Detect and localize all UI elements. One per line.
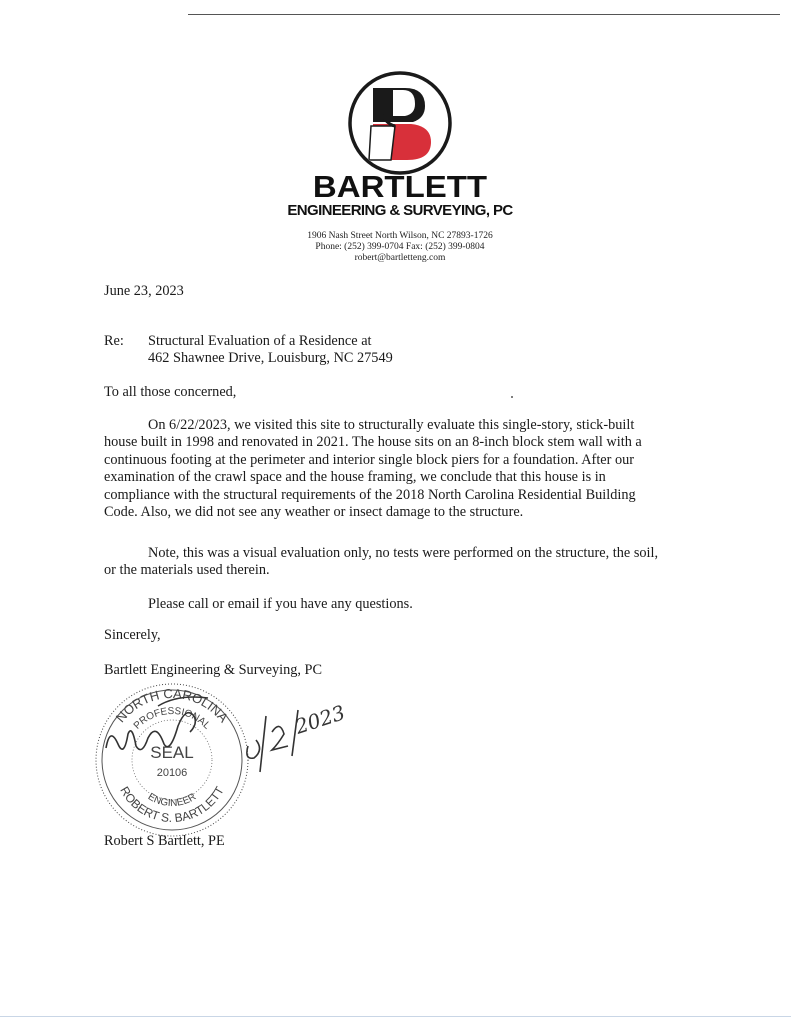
company-name: BARTLETT	[312, 169, 488, 204]
re-subject	[148, 333, 393, 368]
paragraph-line: continuous footing at the perimeter and interior single block piers for a foundation. After our	[104, 451, 635, 468]
company-logo	[345, 68, 455, 178]
header-rule	[188, 14, 780, 15]
svg-text:2023: 2023	[292, 700, 348, 739]
company-subtitle: ENGINEERING & SURVEYING, PC	[287, 202, 513, 219]
closing: Sincerely,	[104, 627, 161, 643]
contact-block	[240, 231, 560, 264]
re-line-1: Structural Evaluation of a Residence at	[148, 333, 372, 349]
seal-ring-top-text: PROFESSIONAL	[131, 705, 213, 732]
paragraph-line: Code. Also, we did not see any weather or insect damage to the structure.	[104, 504, 524, 521]
paragraph-line: house built in 1998 and renovated in 2021. The house sits on an 8-inch block stem wall with a	[104, 434, 642, 451]
scan-speck	[511, 396, 513, 398]
paragraph-1	[104, 417, 704, 521]
company-email: robert@bartletteng.com	[354, 253, 446, 263]
seal-state-text: NORTH CAROLINA	[112, 685, 232, 726]
paragraph-line: or the materials used therein.	[104, 562, 270, 579]
seal-engineer-name: ROBERT S. BARTLETT	[117, 784, 227, 826]
letter-date: June 23, 2023	[104, 283, 184, 299]
handwritten-signature	[98, 686, 348, 776]
paragraph-line: Note, this was a visual evaluation only, no tests were performed on the structure, the soil,	[148, 545, 659, 561]
paragraph-2	[104, 545, 704, 580]
company-signoff: Bartlett Engineering & Surveying, PC	[104, 662, 322, 678]
signer-name: Robert S Bartlett, PE	[104, 833, 225, 849]
paragraph-line: examination of the crawl space and the house framing, we conclude that this house is in	[104, 469, 606, 486]
salutation: To all those concerned,	[104, 384, 237, 400]
company-phone-fax: Phone: (252) 399-0704 Fax: (252) 399-0804	[315, 242, 485, 252]
paragraph-line: compliance with the structural requirements of the 2018 North Carolina Residential Building	[104, 486, 636, 503]
paragraph-3: Please call or email if you have any questions.	[148, 596, 413, 612]
re-label: Re:	[104, 333, 124, 349]
paragraph-line: On 6/22/2023, we visited this site to structurally evaluate this single-story, stick-built	[148, 417, 635, 433]
company-address: 1906 Nash Street North Wilson, NC 27893-1726	[307, 231, 493, 241]
seal-ring-bottom-text: ENGINEER	[145, 791, 199, 810]
seal-number: 20106	[156, 767, 188, 779]
re-line-2: 462 Shawnee Drive, Louisburg, NC 27549	[148, 350, 393, 367]
page-edge	[0, 1016, 791, 1017]
seal-label: SEAL	[150, 743, 194, 762]
